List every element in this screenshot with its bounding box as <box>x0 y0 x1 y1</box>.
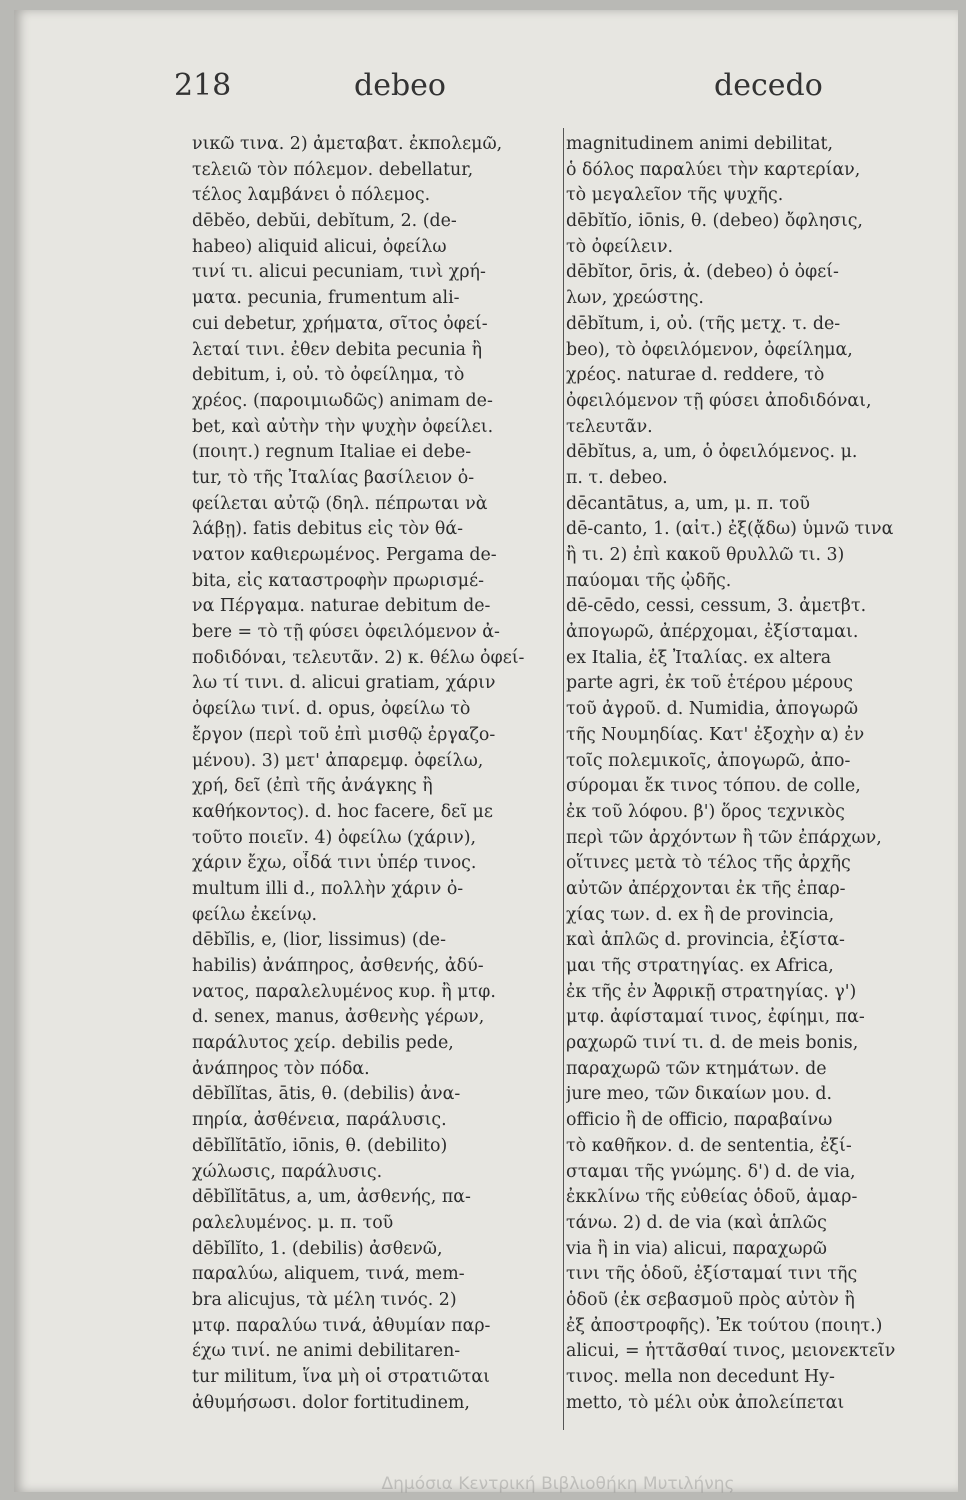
entry-line: έχω τινί. ne animi debilitaren- <box>192 1341 461 1362</box>
entry-line: dēbĭtor, ōris, ἀ. (debeo) ὁ ὀφεί- <box>566 262 839 283</box>
entry-line: τινος. mella non decedunt Hy- <box>566 1367 835 1387</box>
entry-line: dēbĭlĭtātus, a, um, ἀσθενής, πα- <box>192 1187 471 1208</box>
entry-line: τῆς Νουμηδίας. Κατ' ἐξοχὴν α) ἐν <box>566 724 865 745</box>
entry-line: jure meo, τῶν δικαίων μου. d. <box>566 1084 832 1105</box>
entry-line: ἀπογωρῶ, ἀπέρχομαι, ἐξίσταμαι. <box>566 622 859 643</box>
entry-line: ex Italia, ἐξ Ἰταλίας. ex altera <box>566 647 832 668</box>
entry-line: bra alicujus, τὰ μέλη τινός. 2) <box>192 1289 457 1310</box>
entry-line: d. senex, manus, ἀσθενὴς γέρων, <box>192 1007 485 1028</box>
entry-line: ραχωρῶ τινί τι. d. de meis bonis, <box>566 1033 859 1054</box>
entry-line: ποδιδόναι, τελευτᾶν. 2) κ. θέλω ὀφεί- <box>192 647 525 668</box>
entry-line: tur, τὸ τῆς Ἰταλίας βασίλειον ὀ- <box>192 467 475 488</box>
entry-line: via ἢ in via) alicui, παραχωρῶ <box>566 1238 827 1259</box>
entry-line: ἢ τι. 2) ἐπὶ κακοῦ θρυλλῶ τι. 3) <box>566 545 845 565</box>
entry-line: σύρομαι ἔκ τινος τόπου. de colle, <box>566 776 861 797</box>
entry-line: τινί τι. alicui pecuniam, τινὶ χρή- <box>192 262 486 283</box>
entry-line: τὸ καθῆκον. d. de sententia, ἐξί- <box>566 1135 852 1156</box>
entry-line: πηρία, ἀσθένεια, παράλυσις. <box>192 1110 447 1131</box>
entry-line: χρέος. (παροιμιωδῶς) animam de- <box>192 390 493 411</box>
entry-line: τινι τῆς ὁδοῦ, ἐξίσταμαί τινι τῆς <box>566 1264 858 1285</box>
entry-line: λων, χρεώστης. <box>566 288 704 309</box>
entry-line: habilis) ἀνάπηρος, ἀσθενής, ἀδύ- <box>192 956 484 976</box>
entry-line: παύομαι τῆς ᾠδῆς. <box>566 570 732 591</box>
right-guideword: decedo <box>714 68 823 103</box>
entry-line: λάβῃ). fatis debitus εἰς τὸν θά- <box>192 519 464 540</box>
dictionary-page <box>14 10 958 1492</box>
entry-line: dē-canto, 1. (αἰτ.) ἐξ(ᾄδω) ὑμνῶ τινα <box>566 519 894 540</box>
entry-line: beo), τὸ ὀφειλόμενον, ὀφείλημα, <box>566 339 853 360</box>
entry-line: χρή, δεῖ (ἐπὶ τῆς ἀνάγκης ἢ <box>192 776 433 797</box>
entry-line: ὁδοῦ (ἐκ σεβασμοῦ πρὸς αὐτὸν ἢ <box>566 1289 855 1310</box>
entry-line: χίας των. d. ex ἢ de provincia, <box>566 904 835 925</box>
left-guideword: debeo <box>354 68 446 103</box>
entry-line: ὁ δόλος παραλύει τὴν καρτερίαν, <box>566 159 861 180</box>
entry-line: tur militum, ἵνα μὴ οἱ στρατιῶται <box>192 1367 490 1387</box>
entry-line: ὀφείλω τινί. d. opus, ὀφείλω τὸ <box>192 699 471 720</box>
entry-line: μτφ. παραλύω τινά, ἀθυμίαν παρ- <box>192 1315 491 1336</box>
entry-line: νικῶ τινα. 2) ἀμεταβατ. ἐκπολεμῶ, <box>192 134 503 154</box>
entry-line: habeo) aliquid alicui, ὀφείλω <box>192 236 447 257</box>
entry-line: τοῖς πολεμικοῖς, ἀπογωρῶ, ἀπο- <box>566 750 851 771</box>
entry-line: dēbĭlis, e, (lior, lissimus) (de- <box>192 930 446 951</box>
entry-line: αὐτῶν ἀπέρχονται ἐκ τῆς ἐπαρ- <box>566 878 846 899</box>
entry-line: dēcantātus, a, um, μ. π. τοῦ <box>566 493 810 514</box>
entry-line: τελειῶ τὸν πόλεμον. debellatur, <box>192 159 474 180</box>
entry-line: να Πέργαμα. naturae debitum de- <box>192 596 491 617</box>
entry-line: καθήκοντος). d. hoc facere, δεῖ με <box>192 801 493 822</box>
entry-line: χάριν ἔχω, οἶδά τινι ὑπέρ τινος. <box>192 853 477 874</box>
entry-line: dēbĭlĭtas, ātis, θ. (debilis) ἀνα- <box>192 1084 461 1105</box>
entry-line: νατον καθιερωμένος. Pergama de- <box>192 545 497 565</box>
entry-line: bita, εἰς καταστροφὴν πρωρισμέ- <box>192 570 484 591</box>
entry-line: ἀνάπηρος τὸν πόδα. <box>192 1058 370 1079</box>
entry-line: φείλεται αὐτῷ (δηλ. πέπρωται νὰ <box>192 493 488 514</box>
entry-line: metto, τὸ μέλι οὐκ ἀπολείπεται <box>566 1392 845 1413</box>
entry-line: τελευτᾶν. <box>566 416 653 437</box>
entry-line: καὶ ἁπλῶς d. provincia, ἐξίστα- <box>566 930 845 951</box>
entry-line: cui debetur, χρήματα, σῖτος ὀφεί- <box>192 313 488 334</box>
entry-line: dēbĭlĭtātĭo, iōnis, θ. (debilito) <box>192 1135 448 1156</box>
entry-line: dēbĭtum, i, οὐ. (τῆς μετχ. τ. de- <box>566 313 841 334</box>
entry-line: παραλύω, aliquem, τινά, mem- <box>192 1264 465 1285</box>
entry-line: ἐξ ἀποστροφῆς). Ἐκ τούτου (ποιητ.) <box>566 1315 883 1336</box>
entry-line: magnitudinem animi debilitat, <box>566 134 833 154</box>
left-column <box>192 132 560 1416</box>
entry-line: λεταί τινι. ἐθεν debita pecunia ἢ <box>192 339 482 360</box>
entry-line: τάνω. 2) d. de via (καὶ ἁπλῶς <box>566 1212 827 1233</box>
entry-line: debitum, i, οὐ. τὸ ὀφείλημα, τὸ <box>192 365 465 386</box>
entry-line: παράλυτος χείρ. debilis pede, <box>192 1033 454 1054</box>
column-divider <box>563 128 564 1430</box>
entry-line: ραλελυμένος. μ. π. τοῦ <box>192 1212 394 1233</box>
entry-line: περὶ τῶν ἀρχόντων ἢ τῶν ἐπάρχων, <box>566 827 882 848</box>
entry-line: bere = τὸ τῇ φύσει ὀφειλόμενον ἀ- <box>192 622 500 643</box>
entry-line: parte agri, ἐκ τοῦ ἑτέρου μέρους <box>566 673 854 694</box>
entry-line: παραχωρῶ τῶν κτημάτων. de <box>566 1058 827 1079</box>
entry-line: νατος, παραλελυμένος κυρ. ἢ μτφ. <box>192 981 496 1002</box>
page-number: 218 <box>174 68 232 103</box>
library-watermark: Δημόσια Κεντρική Βιβλιοθήκη Μυτιλήνης <box>381 1474 735 1494</box>
entry-line: χρέος. naturae d. reddere, τὸ <box>566 365 825 386</box>
entry-line: ματα. pecunia, frumentum ali- <box>192 288 460 309</box>
entry-line: χώλωσις, παράλυσις. <box>192 1161 383 1182</box>
entry-line: dē-cēdo, cessi, cessum, 3. ἀμετβτ. <box>566 596 867 617</box>
entry-line: π. τ. debeo. <box>566 467 668 488</box>
entry-line: (ποιητ.) regnum Italiae ei debe- <box>192 442 472 463</box>
entry-line: multum illi d., πολλὴν χάριν ὀ- <box>192 878 464 899</box>
entry-line: dēbĭtĭo, iōnis, θ. (debeo) ὄφλησις, <box>566 211 863 232</box>
entry-line: τέλος λαμβάνει ὁ πόλεμος. <box>192 185 431 206</box>
entry-line: ἔργον (περὶ τοῦ ἐπὶ μισθῷ ἐργαζο- <box>192 724 496 745</box>
entry-line: dēbĕo, debŭi, debĭtum, 2. (de- <box>192 211 457 232</box>
page-header <box>14 68 958 118</box>
entry-line: bet, καὶ αὐτὴν τὴν ψυχὴν ὀφείλει. <box>192 416 494 437</box>
entry-line: τοῦ ἀγροῦ. d. Numidia, ἀπογωρῶ <box>566 699 859 720</box>
entry-line: ἐκκλίνω τῆς εὐθείας ὁδοῦ, ἁμαρ- <box>566 1187 858 1208</box>
entry-line: ὀφειλόμενον τῇ φύσει ἀποδιδόναι, <box>566 390 872 411</box>
entry-line: officio ἢ de officio, παραβαίνω <box>566 1110 833 1131</box>
entry-line: alicui, = ἡττᾶσθαί τινος, μειονεκτεῖν <box>566 1341 896 1362</box>
entry-line: λω τί τινι. d. alicui gratiam, χάριν <box>192 673 496 694</box>
entry-line: οἵτινες μετὰ τὸ τέλος τῆς ἀρχῆς <box>566 853 851 874</box>
entry-line: dēbĭlĭto, 1. (debilis) ἀσθενῶ, <box>192 1238 443 1259</box>
entry-line: τὸ ὀφείλειν. <box>566 236 674 257</box>
right-column <box>566 132 960 1416</box>
entry-line: ἐκ τοῦ λόφου. β') ὅρος τεχνικὸς <box>566 801 845 822</box>
entry-line: ἐκ τῆς ἐν Ἀφρικῇ στρατηγίας. γ') <box>566 981 857 1002</box>
entry-line: ἀθυμήσωσι. dolor fortitudinem, <box>192 1392 470 1413</box>
entry-line: τὸ μεγαλεῖον τῆς ψυχῆς. <box>566 185 784 206</box>
entry-line: μτφ. ἀφίσταμαί τινος, ἐφίημι, πα- <box>566 1007 865 1028</box>
entry-line: dēbĭtus, a, um, ὁ ὀφειλόμενος. μ. <box>566 442 858 463</box>
entry-line: τοῦτο ποιεῖν. 4) ὀφείλω (χάριν), <box>192 827 477 848</box>
entry-line: μένου). 3) μετ' ἀπαρεμφ. ὀφείλω, <box>192 750 484 771</box>
entry-line: σταμαι τῆς γνώμης. δ') d. de via, <box>566 1161 856 1182</box>
entry-line: φείλω ἐκείνῳ. <box>192 904 318 925</box>
entry-line: μαι τῆς στρατηγίας. ex Africa, <box>566 956 834 976</box>
